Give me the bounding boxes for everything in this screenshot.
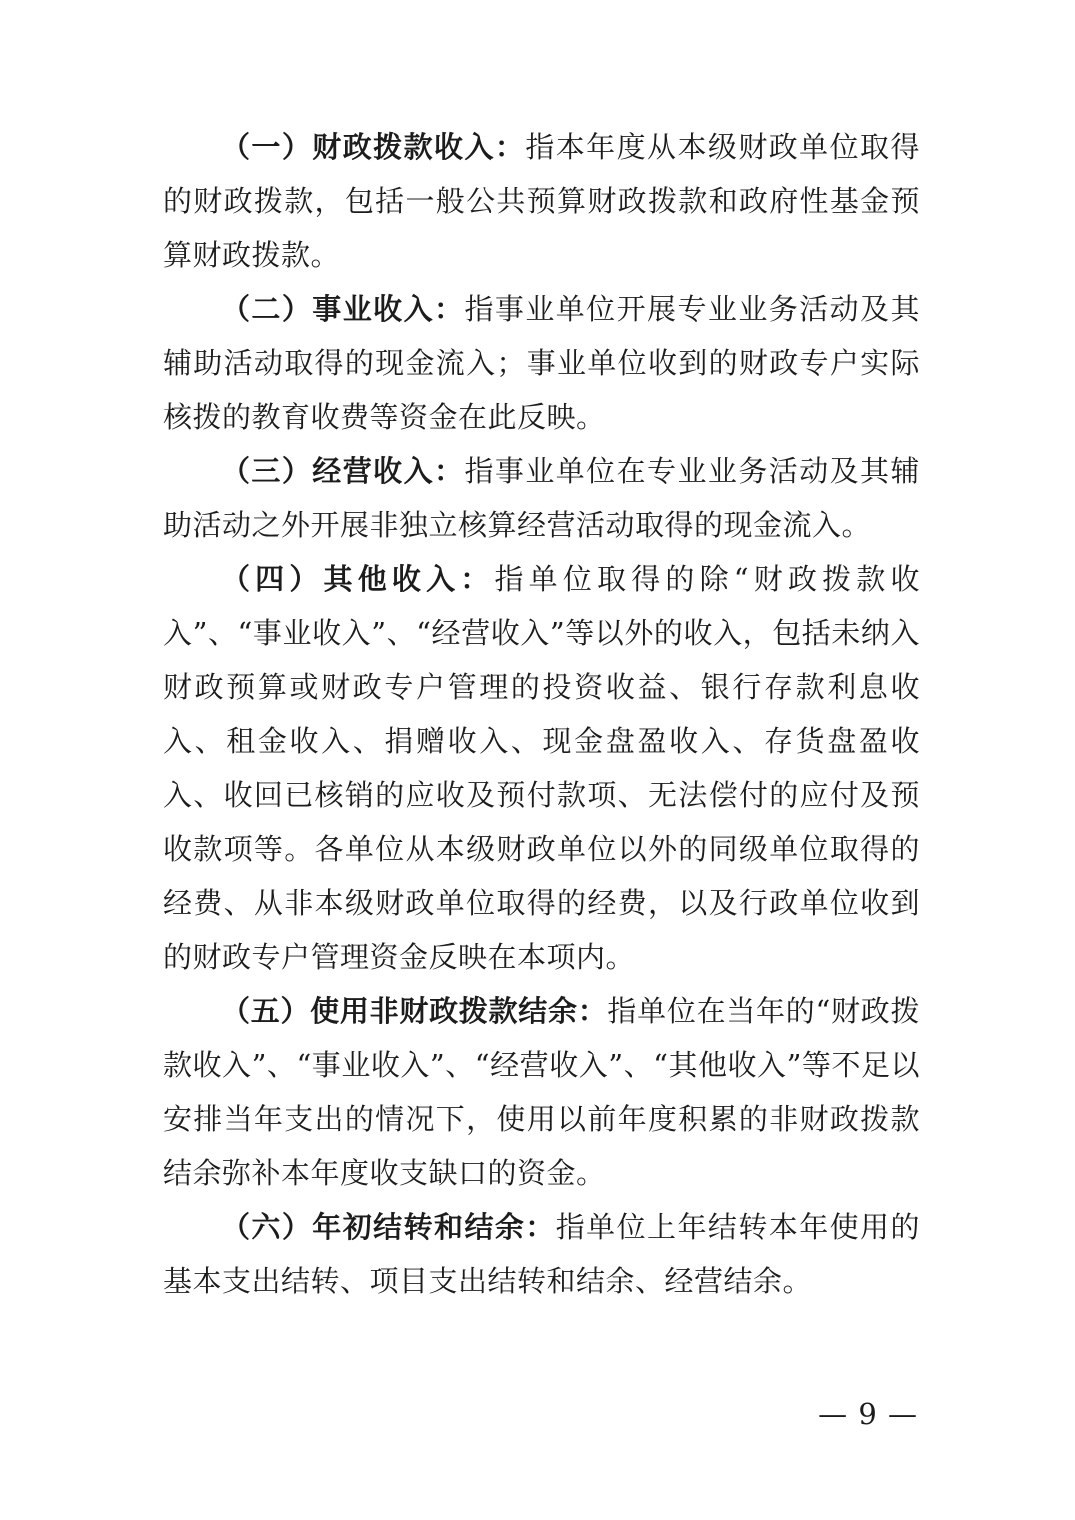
paragraph-body: 指事业单位在专业业务活动及其辅助活动之外开展非独立核算经营活动取得的现金流入。 xyxy=(163,454,920,542)
paragraph-head: （二）事业收入： xyxy=(221,292,465,326)
document-content xyxy=(163,120,920,1308)
paragraph-non-fiscal-surplus-usage xyxy=(163,984,920,1200)
paragraph-head: （四）其他收入： xyxy=(221,562,495,596)
paragraph-body: 指本年度从本级财政单位取得的财政拨款，包括一般公共预算财政拨款和政府性基金预算财政拨款。 xyxy=(163,130,920,272)
paragraph-business-income xyxy=(163,444,920,552)
paragraph-operational-income xyxy=(163,282,920,444)
paragraph-body: 指单位取得的除“财政拨款收入”、“事业收入”、“经营收入”等以外的收入，包括未纳入财政预算或财政专户管理的投资收益、银行存款利息收入、租金收入、捐赠收入、现金盘盈收入、存货盘盈收入、收回已核销的应收及预付款项、无法偿付的应付及预收款项等。各单位从本级财政单位以外的同级单位取得的经费、从非本级财政单位取得的经费，以及行政单位收到的财政专户管理资金反映在本项内。 xyxy=(163,562,920,974)
paragraph-head: （三）经营收入： xyxy=(221,454,465,488)
paragraph-beginning-year-carryover xyxy=(163,1200,920,1308)
paragraph-head: （一）财政拨款收入： xyxy=(221,130,526,164)
paragraph-fiscal-appropriation-income xyxy=(163,120,920,282)
paragraph-head: （六）年初结转和结余： xyxy=(221,1210,556,1244)
page-number: — 9 — xyxy=(818,1397,918,1431)
paragraph-other-income xyxy=(163,552,920,984)
paragraph-body: 指单位上年结转本年使用的基本支出结转、项目支出结转和结余、经营结余。 xyxy=(163,1210,920,1298)
paragraph-body: 指事业单位开展专业业务活动及其辅助活动取得的现金流入；事业单位收到的财政专户实际核拨的教育收费等资金在此反映。 xyxy=(163,292,920,434)
paragraph-body: 指单位在当年的“财政拨款收入”、“事业收入”、“经营收入”、“其他收入”等不足以安排当年支出的情况下，使用以前年度积累的非财政拨款结余弥补本年度收支缺口的资金。 xyxy=(163,994,920,1190)
paragraph-head: （五）使用非财政拨款结余： xyxy=(221,994,608,1028)
